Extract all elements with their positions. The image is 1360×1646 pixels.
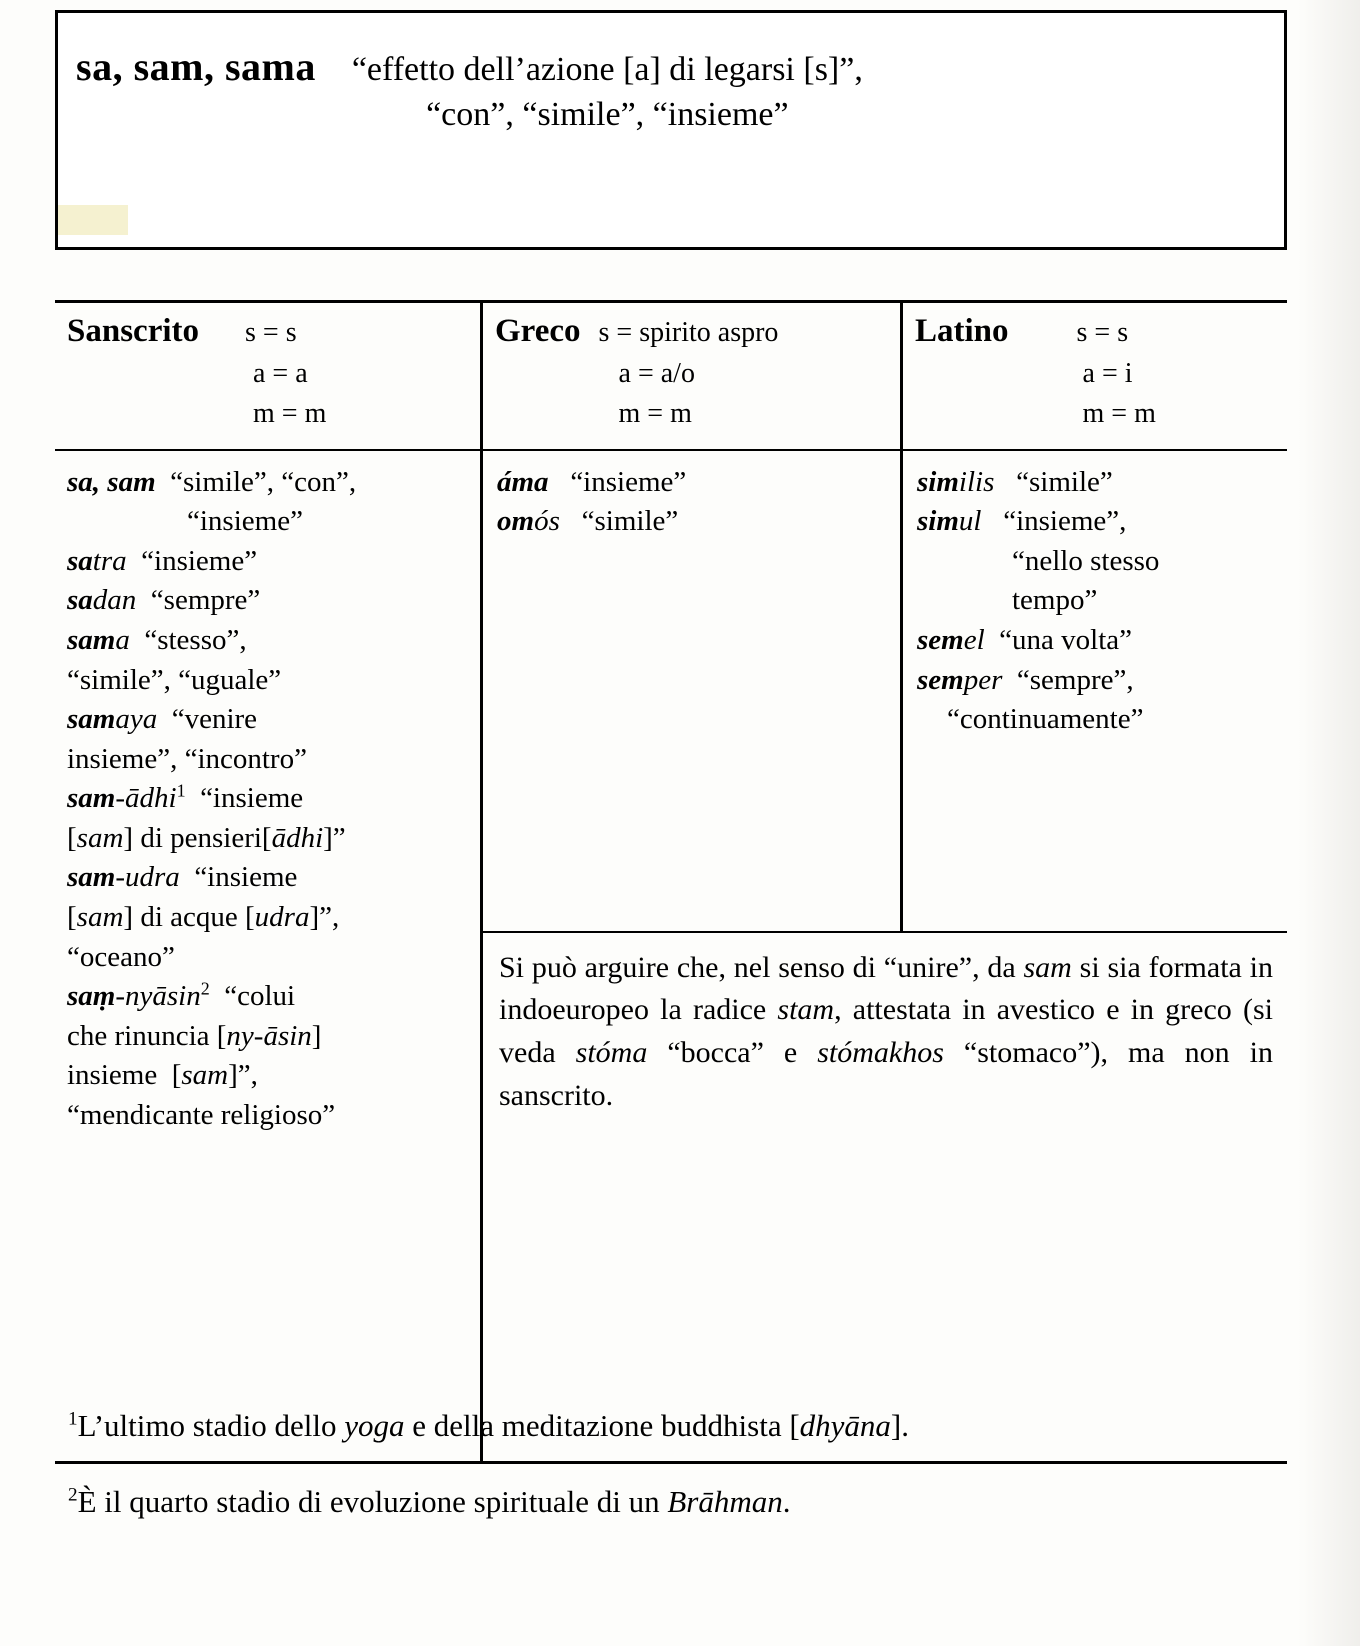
entry-line: semel “una volta” (917, 624, 1133, 657)
language-name-sanskrit: Sanscrito (67, 313, 199, 349)
equivalence-item: s = s (245, 317, 297, 348)
entry-line: “oceano” (67, 940, 175, 973)
equivalences-greek (599, 313, 779, 435)
equivalence-item: a = a/o (618, 357, 695, 389)
entry-gloss-line-2: “con”, “simile”, “insieme” (426, 95, 789, 133)
entry-line: insieme”, “incontro” (67, 742, 307, 775)
entry-line: sa, sam “simile”, “con”, (67, 465, 357, 498)
cell-sanskrit-entries (55, 451, 480, 1461)
equivalence-item: m = m (253, 398, 327, 430)
entry-lemma: sa, sam, sama (76, 44, 316, 89)
entry-line: insieme [sam]”, (67, 1059, 258, 1092)
entry-line: sam-udra “insieme (67, 861, 298, 894)
entry-header-box (55, 10, 1287, 250)
entry-line: [sam] di pensieri[ādhi]” (67, 821, 346, 854)
equivalence-item: m = m (1082, 398, 1156, 430)
entry-line: sam-ādhi$^1$ “insieme (67, 780, 304, 815)
equivalences-sanskrit (245, 313, 326, 435)
cell-latin-entries (900, 451, 1287, 931)
entry-gloss (352, 49, 863, 136)
entry-line: sama “stesso”, (67, 624, 247, 657)
table-header-row (55, 303, 1287, 449)
etymology-note: Si può arguire che, nel senso di “unire”, da sam si sia formata in indoeuropeo la radice stam, attestata in avestico e in greco (si veda stóma “bocca” e stómakhos “stomaco”), ma non in sanscrito. (483, 931, 1287, 1127)
entry-line: che rinuncia [ny-āsin] (67, 1019, 322, 1052)
entry-line: omós “simile” (497, 505, 679, 538)
entry-line: “continuamente” (947, 703, 1144, 736)
entry-line: saṃ-nyāsin$^2$ “colui (67, 978, 296, 1013)
entry-line: [sam] di acque [udra]”, (67, 900, 340, 933)
column-sanskrit-header (55, 303, 480, 449)
entry-line: áma “insieme” (497, 465, 687, 498)
language-name-greek: Greco (495, 313, 581, 349)
comparative-table (55, 300, 1287, 1464)
entry-line: simul “insieme”, (917, 505, 1127, 538)
entry-line: samaya “venire (67, 703, 258, 736)
equivalence-item: a = a (253, 357, 308, 389)
entry-line: sadan “sempre” (67, 584, 261, 617)
entry-line: “nello stesso (1012, 544, 1160, 577)
entry-line: semper “sempre”, (917, 663, 1134, 696)
equivalence-item: s = spirito aspro (598, 317, 779, 348)
equivalence-item: a = i (1082, 357, 1133, 389)
page-edge-shadow (1298, 0, 1360, 1646)
right-columns-stack (480, 451, 1287, 1461)
table-body-row (55, 451, 1287, 1461)
entry-line: tempo” (1012, 584, 1098, 617)
entry-line: similis “simile” (917, 465, 1113, 498)
entry-line: satra “insieme” (67, 544, 258, 577)
language-name-latin: Latino (915, 313, 1009, 349)
footnote-2: $^2$È il quarto stadio di evoluzione spirituale di un Brāhman. (68, 1483, 791, 1519)
column-greek-header (480, 303, 900, 449)
entry-line: “simile”, “uguale” (67, 663, 282, 696)
equivalence-item: m = m (618, 398, 692, 430)
entry-gloss-line-1: “effetto dell’azione [a] di legarsi [s]”, (351, 51, 863, 88)
equivalences-latin (1077, 313, 1156, 435)
column-latin-header (900, 303, 1287, 449)
cell-greek-entries (483, 451, 900, 931)
equivalence-item: s = s (1076, 317, 1129, 348)
footnote-1: $^1$L’ultimo stadio dello yoga e della meditazione buddhista [dhyāna]. (68, 1408, 909, 1443)
footnotes (68, 1405, 1288, 1557)
entry-line: “insieme” (187, 505, 303, 538)
entry-line: “mendicante religioso” (67, 1098, 336, 1131)
